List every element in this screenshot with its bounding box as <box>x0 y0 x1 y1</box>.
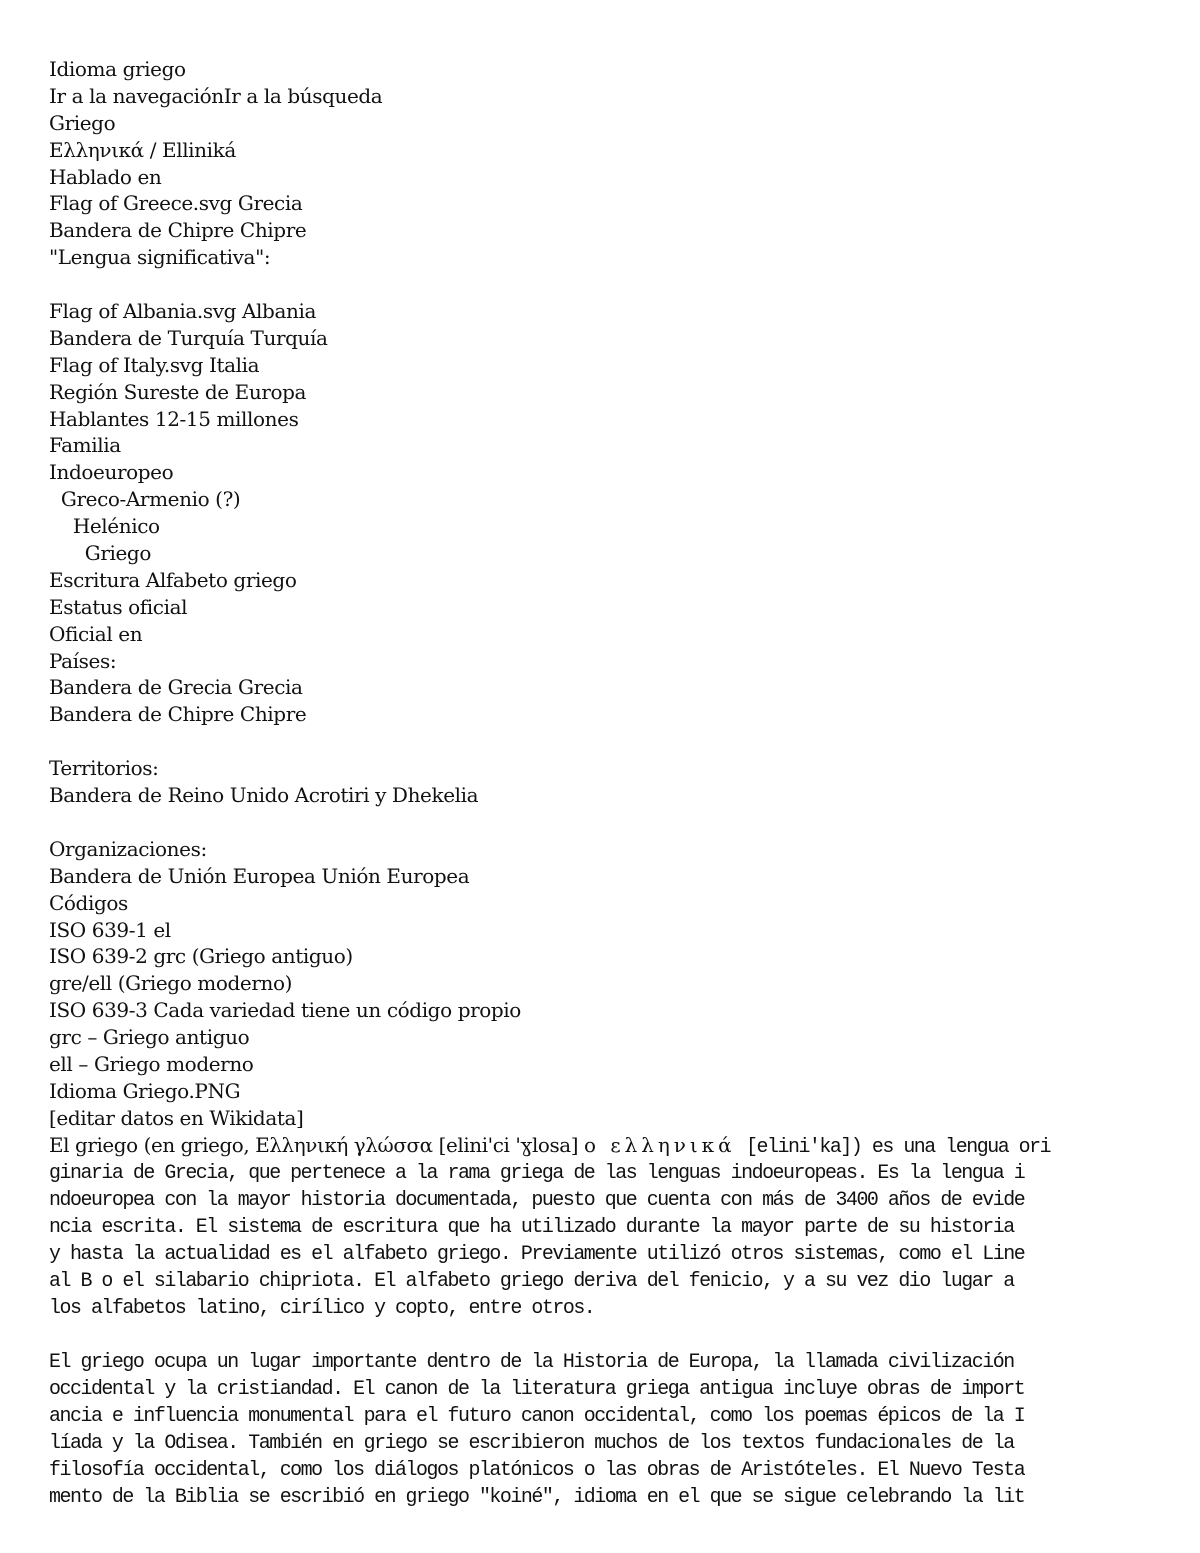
edit-wikidata-link: [editar datos en Wikidata] <box>49 1105 304 1130</box>
paragraph-line: mento de la Biblia se escribió en griego "koiné", idioma en el que se sigue celebrando la lit <box>49 1485 1025 1509</box>
paragraph-line: ginaria de Grecia, que pertenece a la rama griega de las lenguas indoeuropeas. Es la lengua i <box>49 1160 1025 1184</box>
paragraph-line: al B o el silabario chipriota. El alfabeto griego deriva del fenicio, y a su vez dio lugar a <box>49 1268 1014 1292</box>
country-line: Bandera de Chipre Chipre <box>49 702 307 727</box>
country-line: Flag of Italy.svg Italia <box>49 352 260 377</box>
country-line: Flag of Albania.svg Albania <box>49 299 316 324</box>
blank-line <box>49 271 1159 298</box>
image-filename: Idioma Griego.PNG <box>49 1078 241 1103</box>
paragraph-text: [elini'ka]) es una lengua ori <box>735 1134 1051 1158</box>
family-tree-item: Griego <box>49 541 151 566</box>
infobox-block <box>49 56 1159 1132</box>
native-name: Ελληνικά / Elliniká <box>49 137 236 162</box>
article-title: Idioma griego <box>49 57 186 81</box>
greek-term-spaced: o ελληνικά <box>584 1133 736 1157</box>
significant-language-label: "Lengua significativa": <box>49 245 271 270</box>
paragraph-line: los alfabetos latino, cirílico y copto, entre otros. <box>49 1295 595 1319</box>
region-line: Región Sureste de Europa <box>49 379 307 404</box>
paragraph-line: ncia escrita. El sistema de escritura que ha utilizado durante la mayor parte de su historia <box>49 1214 1014 1238</box>
script-line: Escritura Alfabeto griego <box>49 567 297 592</box>
speakers-line: Hablantes 12-15 millones <box>49 406 299 431</box>
official-status-label: Estatus oficial <box>49 594 188 619</box>
territory-line: Bandera de Reino Unido Acrotiri y Dhekelia <box>49 783 479 808</box>
codes-label: Códigos <box>49 890 128 915</box>
country-line: Bandera de Turquía Turquía <box>49 325 328 350</box>
paragraph-line: filosofía occidental, como los diálogos platónicos o las obras de Aristóteles. El Nuevo Testa <box>49 1458 1025 1482</box>
paragraph-line: ancia e influencia monumental para el futuro canon occidental, como los poemas épicos de la I <box>49 1403 1025 1427</box>
skip-links: Ir a la navegaciónIr a la búsqueda <box>49 83 383 108</box>
language-name: Griego <box>49 110 116 135</box>
blank-line <box>49 809 1159 836</box>
code-line: ISO 639-3 Cada variedad tiene un código propio <box>49 998 521 1023</box>
blank-line <box>49 1321 1159 1348</box>
history-paragraph <box>49 1348 1159 1510</box>
code-line: ell – Griego moderno <box>49 1051 254 1076</box>
paragraph-line: ndoeuropea con la mayor historia documentada, puesto que cuenta con más de 3400 años de evide <box>49 1187 1025 1211</box>
document-page <box>49 56 1159 1510</box>
paragraph-line: El griego ocupa un lugar importante dentro de la Historia de Europa, la llamada civilización <box>49 1349 1014 1373</box>
official-in-label: Oficial en <box>49 621 143 646</box>
family-tree-item: Greco-Armenio (?) <box>49 487 241 512</box>
greek-term: El griego (en griego, Ελληνική γλώσσα [elini'ci 'ɣlosa] <box>49 1133 585 1157</box>
organization-line: Bandera de Unión Europea Unión Europea <box>49 863 470 888</box>
paragraph-line: occidental y la cristiandad. El canon de la literatura griega antigua incluye obras de import <box>49 1376 1025 1400</box>
code-line: ISO 639-2 grc (Griego antiguo) <box>49 944 353 969</box>
intro-paragraph <box>49 1132 1159 1321</box>
country-line: Flag of Greece.svg Grecia <box>49 191 303 216</box>
paragraph-line: y hasta la actualidad es el alfabeto griego. Previamente utilizó otros sistemas, como el Line <box>49 1241 1025 1265</box>
spoken-in-label: Hablado en <box>49 164 162 189</box>
country-line: Bandera de Chipre Chipre <box>49 218 307 243</box>
paragraph-line: líada y la Odisea. También en griego se escribieron muchos de los textos fundacionales de la <box>49 1430 1014 1454</box>
code-line: gre/ell (Griego moderno) <box>49 971 293 996</box>
territories-label: Territorios: <box>49 756 159 781</box>
country-line: Bandera de Grecia Grecia <box>49 675 303 700</box>
family-label: Familia <box>49 433 121 458</box>
paragraph-line <box>49 1132 1159 1159</box>
family-tree-item: Helénico <box>49 514 160 539</box>
blank-line <box>49 728 1159 755</box>
code-line: ISO 639-1 el <box>49 917 171 942</box>
countries-label: Países: <box>49 648 117 673</box>
code-line: grc – Griego antiguo <box>49 1025 250 1050</box>
organizations-label: Organizaciones: <box>49 836 207 861</box>
family-tree-item: Indoeuropeo <box>49 460 174 485</box>
